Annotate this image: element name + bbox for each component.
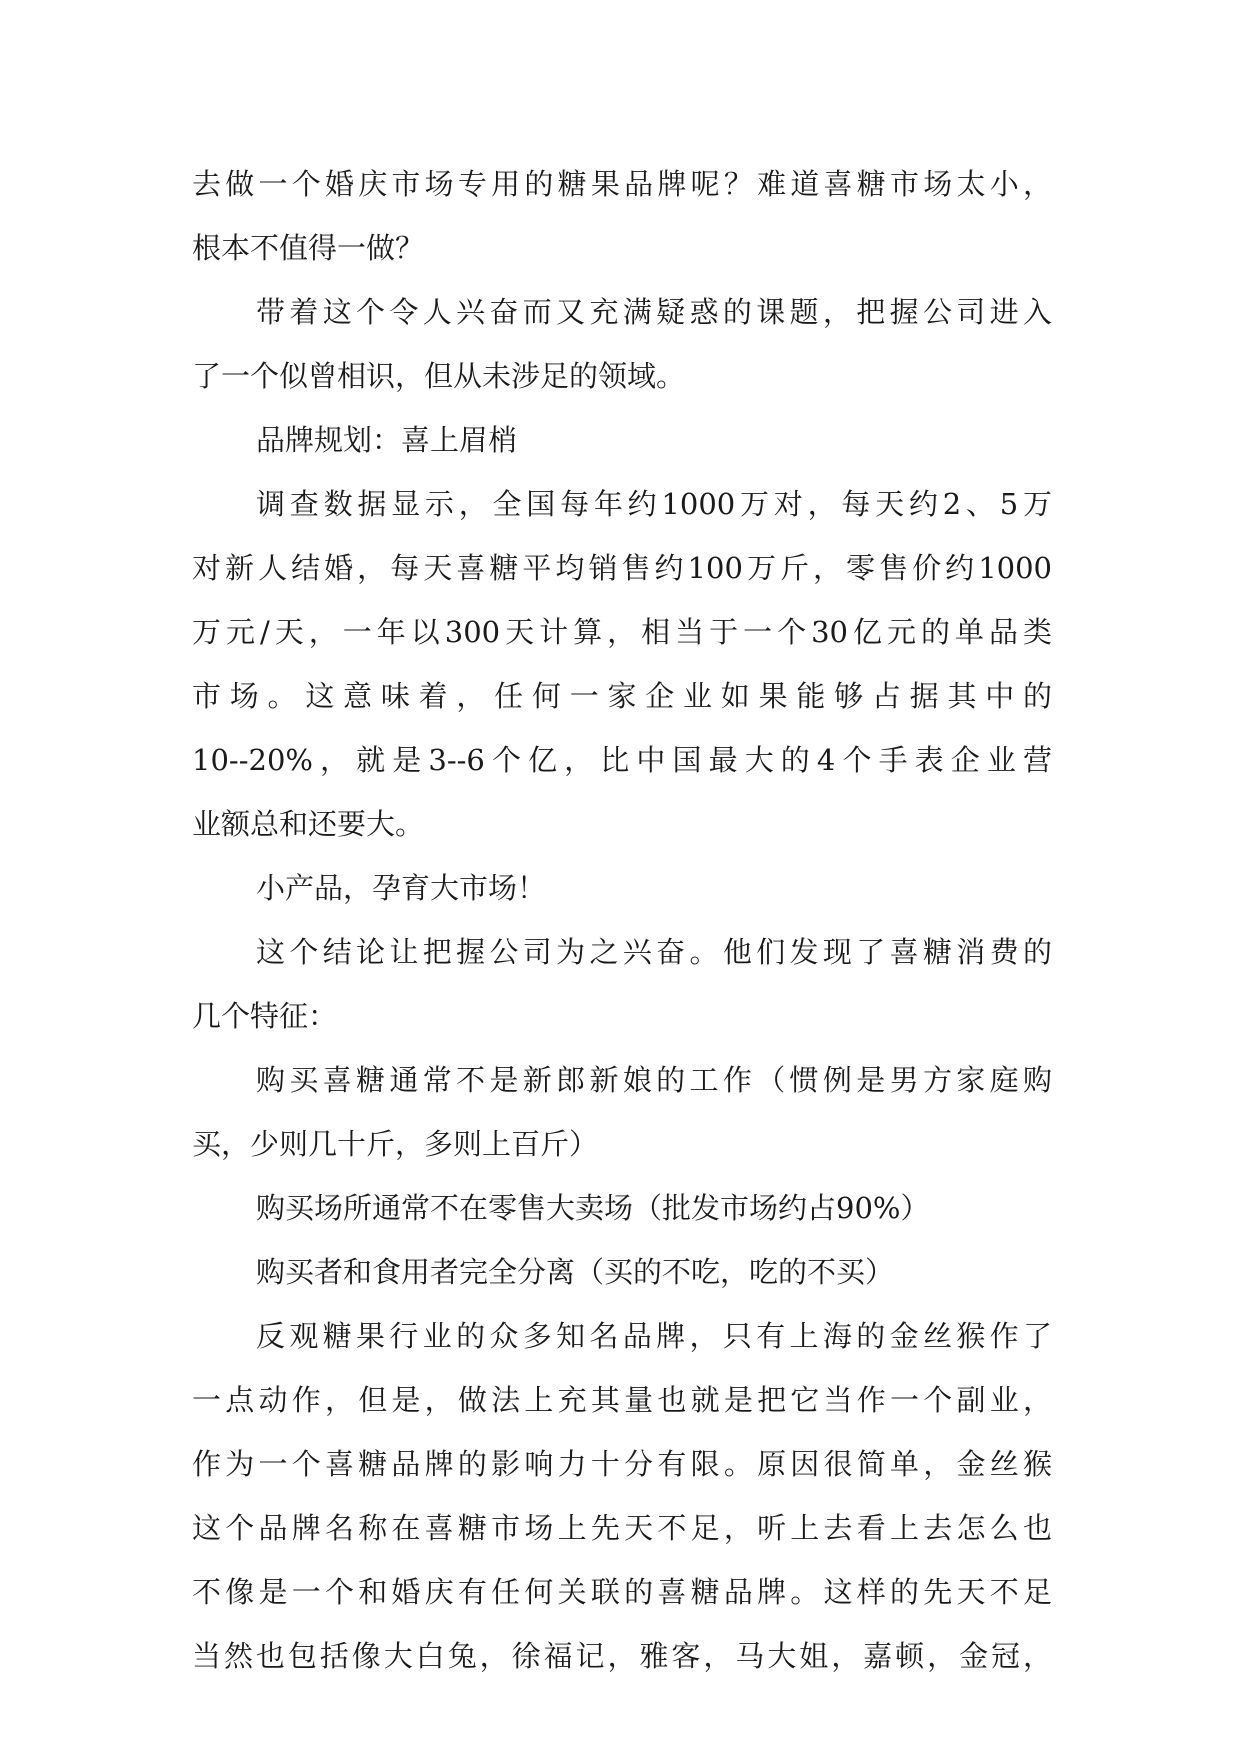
text-line: 几个特征： xyxy=(192,999,338,1033)
text-line: 根本不值得一做？ xyxy=(192,231,425,265)
section-heading: 品牌规划：喜上眉梢 xyxy=(256,423,518,457)
text-line: 去做一个婚庆市场专用的糖果品牌呢？难道喜糖市场太小， xyxy=(192,167,1052,201)
text-line: 反观糖果行业的众多知名品牌，只有上海的金丝猴作了 xyxy=(256,1319,1052,1353)
text-line: 购买场所通常不在零售大卖场（批发市场约占90%） xyxy=(256,1191,930,1225)
text-line: 业额总和还要大。 xyxy=(192,807,425,841)
body-text xyxy=(192,152,1052,1688)
text-line: 小产品，孕育大市场！ xyxy=(256,871,547,905)
text-line: 作为一个喜糖品牌的影响力十分有限。原因很简单，金丝猴 xyxy=(192,1447,1052,1481)
text-line: 不像是一个和婚庆有任何关联的喜糖品牌。这样的先天不足 xyxy=(192,1575,1052,1609)
text-line: 对新人结婚，每天喜糖平均销售约100万斤，零售价约1000 xyxy=(192,551,1052,585)
text-line: 当然也包括像大白兔，徐福记，雅客，马大姐，嘉顿，金冠， xyxy=(192,1639,1052,1673)
text-line: 10--20%，就是3--6个亿，比中国最大的4个手表企业营 xyxy=(192,743,1052,777)
text-line: 调查数据显示，全国每年约1000万对，每天约2、5万 xyxy=(256,487,1052,521)
text-line: 购买者和食用者完全分离（买的不吃，吃的不买） xyxy=(256,1255,895,1289)
text-line: 带着这个令人兴奋而又充满疑惑的课题，把握公司进入 xyxy=(256,295,1052,329)
text-line: 了一个似曾相识，但从未涉足的领域。 xyxy=(192,359,686,393)
text-line: 购买喜糖通常不是新郎新娘的工作（惯例是男方家庭购 xyxy=(256,1063,1052,1097)
text-line: 万元/天，一年以300天计算，相当于一个30亿元的单品类 xyxy=(192,615,1052,649)
text-line: 这个品牌名称在喜糖市场上先天不足，听上去看上去怎么也 xyxy=(192,1511,1052,1545)
text-line: 市场。这意味着，任何一家企业如果能够占据其中的 xyxy=(192,679,1052,713)
text-line: 买，少则几十斤，多则上百斤） xyxy=(192,1127,599,1161)
text-line: 这个结论让把握公司为之兴奋。他们发现了喜糖消费的 xyxy=(256,935,1052,969)
text-line: 一点动作，但是，做法上充其量也就是把它当作一个副业， xyxy=(192,1383,1052,1417)
